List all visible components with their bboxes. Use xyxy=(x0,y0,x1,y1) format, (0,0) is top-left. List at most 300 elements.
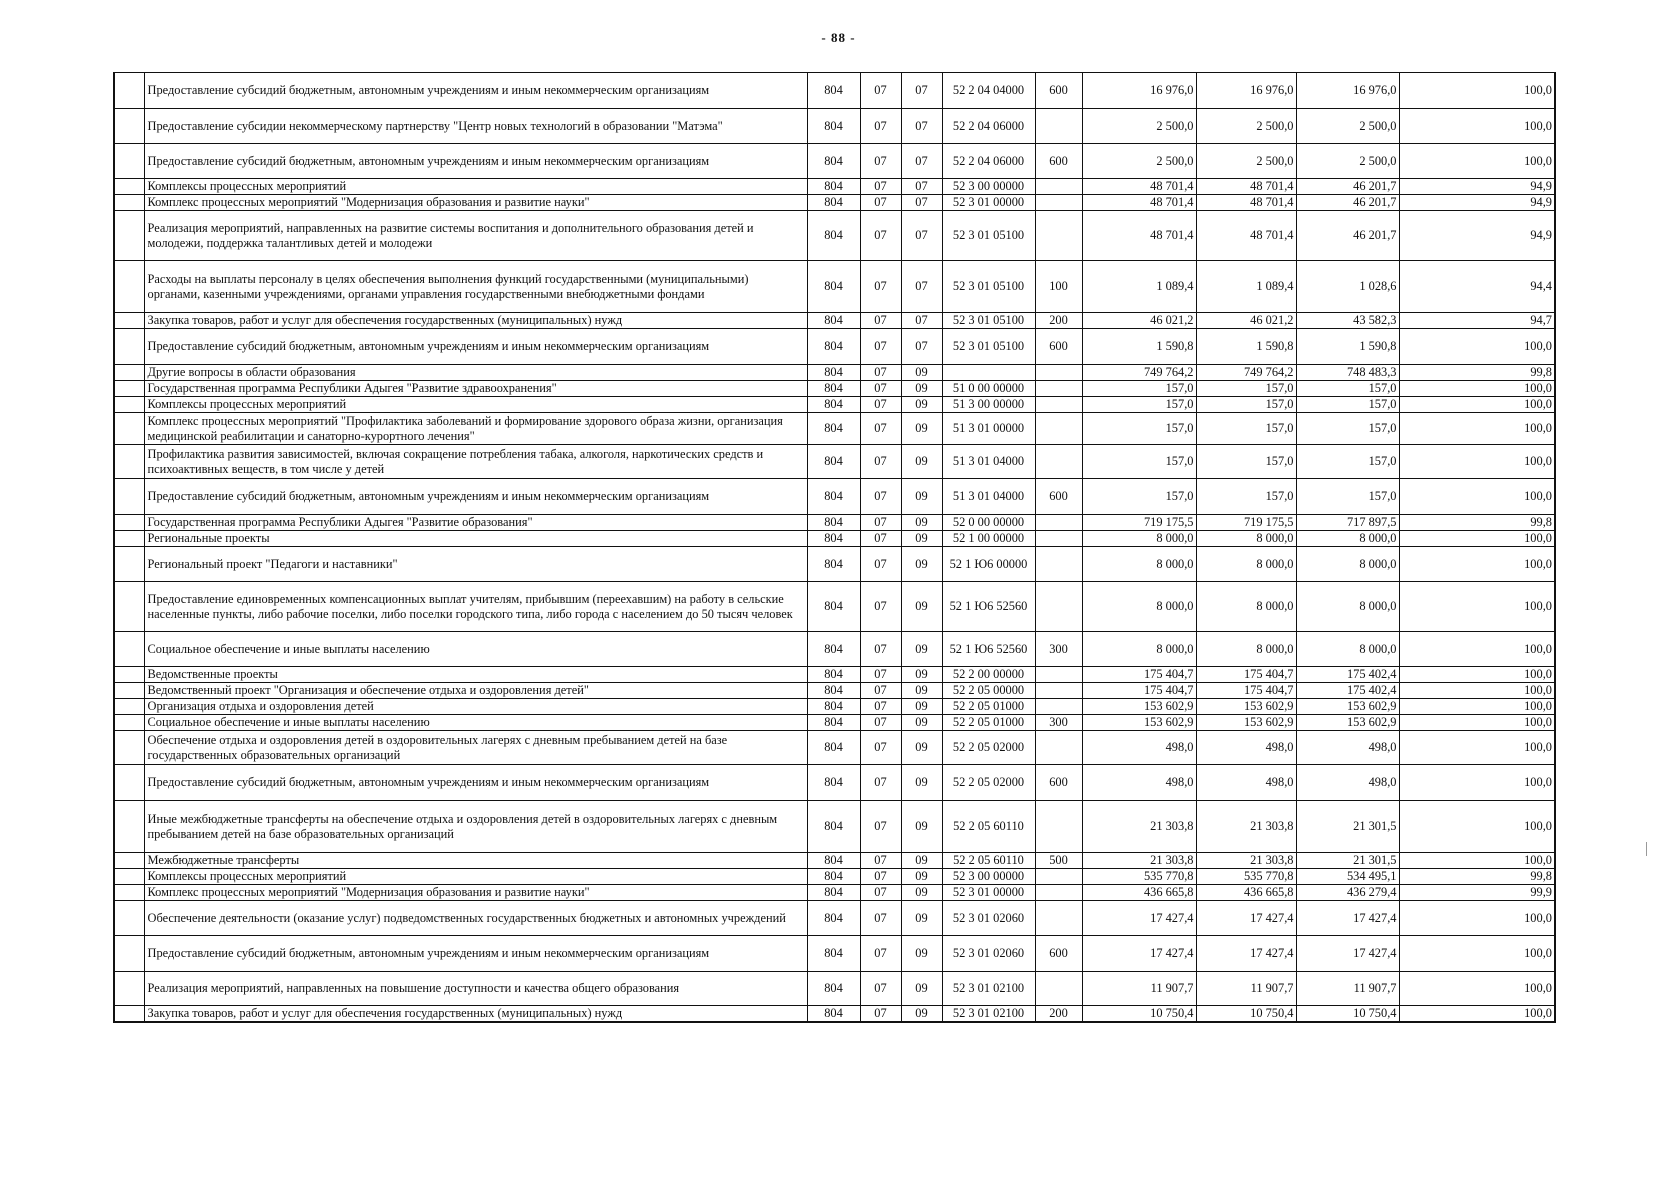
executed-amount: 8 000,0 xyxy=(1296,582,1399,632)
target-article-code: 51 3 01 00000 xyxy=(942,413,1035,445)
executed-amount: 11 907,7 xyxy=(1296,972,1399,1006)
executed-amount: 43 582,3 xyxy=(1296,313,1399,329)
section-code: 07 xyxy=(860,632,901,667)
row-name: Расходы на выплаты персоналу в целях обеспечения выполнения функций государственными (муниципальными) органами, казенными учреждениями, органами управления государственными внебюджетными фондами xyxy=(144,261,807,313)
approved-amount: 749 764,2 xyxy=(1082,365,1196,381)
row-margin-cell xyxy=(114,413,144,445)
row-name: Государственная программа Республики Адыгея "Развитие образования" xyxy=(144,515,807,531)
section-code: 07 xyxy=(860,936,901,972)
subsection-code: 09 xyxy=(901,1006,942,1023)
ved-code: 804 xyxy=(807,547,860,582)
expense-type-code xyxy=(1035,667,1082,683)
subsection-code: 09 xyxy=(901,869,942,885)
execution-percent: 94,9 xyxy=(1399,179,1555,195)
target-article-code: 52 2 05 01000 xyxy=(942,699,1035,715)
ved-code: 804 xyxy=(807,731,860,765)
section-code: 07 xyxy=(860,699,901,715)
budget-amount: 21 303,8 xyxy=(1196,801,1296,853)
approved-amount: 719 175,5 xyxy=(1082,515,1196,531)
budget-amount: 535 770,8 xyxy=(1196,869,1296,885)
execution-percent: 94,4 xyxy=(1399,261,1555,313)
ved-code: 804 xyxy=(807,885,860,901)
subsection-code: 09 xyxy=(901,515,942,531)
target-article-code: 52 2 05 02000 xyxy=(942,731,1035,765)
executed-amount: 10 750,4 xyxy=(1296,1006,1399,1023)
expense-type-code xyxy=(1035,413,1082,445)
executed-amount: 157,0 xyxy=(1296,413,1399,445)
ved-code: 804 xyxy=(807,632,860,667)
ved-code: 804 xyxy=(807,109,860,144)
row-name: Межбюджетные трансферты xyxy=(144,853,807,869)
row-margin-cell xyxy=(114,869,144,885)
row-margin-cell xyxy=(114,397,144,413)
section-code: 07 xyxy=(860,885,901,901)
expense-type-code xyxy=(1035,582,1082,632)
ved-code: 804 xyxy=(807,936,860,972)
execution-percent: 100,0 xyxy=(1399,1006,1555,1023)
budget-amount: 21 303,8 xyxy=(1196,853,1296,869)
section-code: 07 xyxy=(860,73,901,109)
expense-type-code xyxy=(1035,869,1082,885)
target-article-code: 52 2 04 06000 xyxy=(942,144,1035,179)
executed-amount: 157,0 xyxy=(1296,381,1399,397)
budget-amount: 157,0 xyxy=(1196,413,1296,445)
row-name: Профилактика развития зависимостей, включая сокращение потребления табака, алкоголя, наркотических средств и психоактивных веществ, в том числе у детей xyxy=(144,445,807,479)
table-row xyxy=(114,582,1555,632)
budget-amount: 8 000,0 xyxy=(1196,531,1296,547)
row-margin-cell xyxy=(114,329,144,365)
table-row xyxy=(114,765,1555,801)
ved-code: 804 xyxy=(807,531,860,547)
expense-type-code: 600 xyxy=(1035,765,1082,801)
table-row xyxy=(114,715,1555,731)
table-row xyxy=(114,972,1555,1006)
ved-code: 804 xyxy=(807,329,860,365)
table-row xyxy=(114,109,1555,144)
subsection-code: 09 xyxy=(901,632,942,667)
execution-percent: 100,0 xyxy=(1399,73,1555,109)
row-name: Региональные проекты xyxy=(144,531,807,547)
row-name: Комплекс процессных мероприятий "Профилактика заболеваний и формирование здорового образа жизни, организация медицинской реабилитации и санаторно-курортного лечения" xyxy=(144,413,807,445)
expense-type-code xyxy=(1035,179,1082,195)
executed-amount: 2 500,0 xyxy=(1296,109,1399,144)
section-code: 07 xyxy=(860,547,901,582)
table-row xyxy=(114,1006,1555,1023)
executed-amount: 8 000,0 xyxy=(1296,547,1399,582)
expense-type-code xyxy=(1035,885,1082,901)
executed-amount: 157,0 xyxy=(1296,479,1399,515)
execution-percent: 100,0 xyxy=(1399,765,1555,801)
ved-code: 804 xyxy=(807,144,860,179)
execution-percent: 100,0 xyxy=(1399,144,1555,179)
budget-amount: 175 404,7 xyxy=(1196,667,1296,683)
execution-percent: 99,8 xyxy=(1399,869,1555,885)
row-margin-cell xyxy=(114,765,144,801)
table-row xyxy=(114,801,1555,853)
approved-amount: 175 404,7 xyxy=(1082,683,1196,699)
execution-percent: 100,0 xyxy=(1399,972,1555,1006)
executed-amount: 8 000,0 xyxy=(1296,632,1399,667)
section-code: 07 xyxy=(860,211,901,261)
subsection-code: 09 xyxy=(901,853,942,869)
section-code: 07 xyxy=(860,972,901,1006)
executed-amount: 17 427,4 xyxy=(1296,901,1399,936)
approved-amount: 498,0 xyxy=(1082,731,1196,765)
execution-percent: 100,0 xyxy=(1399,329,1555,365)
subsection-code: 09 xyxy=(901,365,942,381)
approved-amount: 157,0 xyxy=(1082,445,1196,479)
table-row xyxy=(114,211,1555,261)
row-margin-cell xyxy=(114,547,144,582)
table-row xyxy=(114,936,1555,972)
budget-amount: 498,0 xyxy=(1196,731,1296,765)
table-row xyxy=(114,885,1555,901)
approved-amount: 8 000,0 xyxy=(1082,632,1196,667)
section-code: 07 xyxy=(860,381,901,397)
table-row xyxy=(114,869,1555,885)
row-margin-cell xyxy=(114,365,144,381)
subsection-code: 07 xyxy=(901,195,942,211)
row-name: Региональный проект "Педагоги и наставники" xyxy=(144,547,807,582)
approved-amount: 10 750,4 xyxy=(1082,1006,1196,1023)
approved-amount: 16 976,0 xyxy=(1082,73,1196,109)
section-code: 07 xyxy=(860,1006,901,1023)
expense-type-code xyxy=(1035,381,1082,397)
target-article-code: 52 3 00 00000 xyxy=(942,179,1035,195)
subsection-code: 09 xyxy=(901,381,942,397)
row-name: Предоставление субсидий бюджетным, автономным учреждениям и иным некоммерческим организациям xyxy=(144,329,807,365)
section-code: 07 xyxy=(860,667,901,683)
row-margin-cell xyxy=(114,479,144,515)
row-name: Ведомственные проекты xyxy=(144,667,807,683)
row-name: Предоставление субсидий бюджетным, автономным учреждениям и иным некоммерческим организациям xyxy=(144,479,807,515)
execution-percent: 100,0 xyxy=(1399,547,1555,582)
execution-percent: 100,0 xyxy=(1399,381,1555,397)
ved-code: 804 xyxy=(807,413,860,445)
row-margin-cell xyxy=(114,715,144,731)
row-margin-cell xyxy=(114,445,144,479)
expense-type-code xyxy=(1035,515,1082,531)
executed-amount: 748 483,3 xyxy=(1296,365,1399,381)
row-margin-cell xyxy=(114,683,144,699)
target-article-code: 52 1 Ю6 52560 xyxy=(942,632,1035,667)
subsection-code: 07 xyxy=(901,179,942,195)
section-code: 07 xyxy=(860,144,901,179)
executed-amount: 46 201,7 xyxy=(1296,179,1399,195)
subsection-code: 09 xyxy=(901,715,942,731)
approved-amount: 21 303,8 xyxy=(1082,801,1196,853)
row-name: Комплексы процессных мероприятий xyxy=(144,179,807,195)
section-code: 07 xyxy=(860,901,901,936)
execution-percent: 100,0 xyxy=(1399,715,1555,731)
ved-code: 804 xyxy=(807,479,860,515)
section-code: 07 xyxy=(860,397,901,413)
execution-percent: 100,0 xyxy=(1399,531,1555,547)
budget-amount: 11 907,7 xyxy=(1196,972,1296,1006)
ved-code: 804 xyxy=(807,765,860,801)
row-name: Социальное обеспечение и иные выплаты населению xyxy=(144,715,807,731)
ved-code: 804 xyxy=(807,715,860,731)
budget-amount: 153 602,9 xyxy=(1196,715,1296,731)
executed-amount: 153 602,9 xyxy=(1296,699,1399,715)
executed-amount: 175 402,4 xyxy=(1296,683,1399,699)
target-article-code: 52 2 05 01000 xyxy=(942,715,1035,731)
executed-amount: 157,0 xyxy=(1296,445,1399,479)
execution-percent: 100,0 xyxy=(1399,683,1555,699)
target-article-code: 52 1 Ю6 52560 xyxy=(942,582,1035,632)
execution-percent: 100,0 xyxy=(1399,901,1555,936)
execution-percent: 100,0 xyxy=(1399,853,1555,869)
row-margin-cell xyxy=(114,73,144,109)
expense-type-code: 600 xyxy=(1035,329,1082,365)
row-margin-cell xyxy=(114,531,144,547)
row-name: Ведомственный проект "Организация и обеспечение отдыха и оздоровления детей" xyxy=(144,683,807,699)
row-name: Предоставление субсидии некоммерческому партнерству "Центр новых технологий в образовании "Матэма" xyxy=(144,109,807,144)
subsection-code: 07 xyxy=(901,329,942,365)
ved-code: 804 xyxy=(807,445,860,479)
row-margin-cell xyxy=(114,582,144,632)
budget-amount: 2 500,0 xyxy=(1196,144,1296,179)
approved-amount: 17 427,4 xyxy=(1082,901,1196,936)
section-code: 07 xyxy=(860,109,901,144)
target-article-code: 52 3 01 05100 xyxy=(942,329,1035,365)
table-row xyxy=(114,144,1555,179)
execution-percent: 100,0 xyxy=(1399,109,1555,144)
subsection-code: 09 xyxy=(901,901,942,936)
subsection-code: 09 xyxy=(901,972,942,1006)
row-margin-cell xyxy=(114,179,144,195)
section-code: 07 xyxy=(860,329,901,365)
subsection-code: 07 xyxy=(901,144,942,179)
section-code: 07 xyxy=(860,683,901,699)
table-row xyxy=(114,445,1555,479)
expense-type-code: 300 xyxy=(1035,632,1082,667)
subsection-code: 09 xyxy=(901,445,942,479)
section-code: 07 xyxy=(860,765,901,801)
target-article-code: 52 3 01 00000 xyxy=(942,195,1035,211)
execution-percent: 99,9 xyxy=(1399,885,1555,901)
row-name: Предоставление субсидий бюджетным, автономным учреждениям и иным некоммерческим организациям xyxy=(144,936,807,972)
execution-percent: 100,0 xyxy=(1399,731,1555,765)
approved-amount: 17 427,4 xyxy=(1082,936,1196,972)
target-article-code: 52 3 01 02060 xyxy=(942,901,1035,936)
section-code: 07 xyxy=(860,582,901,632)
executed-amount: 8 000,0 xyxy=(1296,531,1399,547)
row-margin-cell xyxy=(114,211,144,261)
approved-amount: 21 303,8 xyxy=(1082,853,1196,869)
approved-amount: 153 602,9 xyxy=(1082,715,1196,731)
section-code: 07 xyxy=(860,313,901,329)
execution-percent: 100,0 xyxy=(1399,632,1555,667)
execution-percent: 100,0 xyxy=(1399,667,1555,683)
approved-amount: 153 602,9 xyxy=(1082,699,1196,715)
ved-code: 804 xyxy=(807,261,860,313)
executed-amount: 498,0 xyxy=(1296,765,1399,801)
executed-amount: 21 301,5 xyxy=(1296,801,1399,853)
section-code: 07 xyxy=(860,715,901,731)
budget-amount: 48 701,4 xyxy=(1196,179,1296,195)
budget-amount: 10 750,4 xyxy=(1196,1006,1296,1023)
budget-amount: 719 175,5 xyxy=(1196,515,1296,531)
subsection-code: 09 xyxy=(901,547,942,582)
target-article-code: 52 3 01 02100 xyxy=(942,972,1035,1006)
executed-amount: 1 590,8 xyxy=(1296,329,1399,365)
budget-amount: 157,0 xyxy=(1196,445,1296,479)
target-article-code: 52 3 01 00000 xyxy=(942,885,1035,901)
row-margin-cell xyxy=(114,1006,144,1023)
executed-amount: 534 495,1 xyxy=(1296,869,1399,885)
table-row xyxy=(114,413,1555,445)
row-name: Предоставление субсидий бюджетным, автономным учреждениям и иным некоммерческим организациям xyxy=(144,73,807,109)
section-code: 07 xyxy=(860,531,901,547)
approved-amount: 8 000,0 xyxy=(1082,531,1196,547)
ved-code: 804 xyxy=(807,869,860,885)
approved-amount: 48 701,4 xyxy=(1082,195,1196,211)
expense-type-code xyxy=(1035,365,1082,381)
target-article-code: 51 3 01 04000 xyxy=(942,445,1035,479)
target-article-code: 52 0 00 00000 xyxy=(942,515,1035,531)
section-code: 07 xyxy=(860,801,901,853)
ved-code: 804 xyxy=(807,683,860,699)
row-name: Обеспечение отдыха и оздоровления детей в оздоровительных лагерях с дневным пребыванием детей на базе государственных образовательных организаций xyxy=(144,731,807,765)
table-row xyxy=(114,261,1555,313)
expense-type-code xyxy=(1035,531,1082,547)
budget-amount: 46 021,2 xyxy=(1196,313,1296,329)
expense-type-code xyxy=(1035,901,1082,936)
budget-amount: 8 000,0 xyxy=(1196,632,1296,667)
subsection-code: 07 xyxy=(901,211,942,261)
subsection-code: 09 xyxy=(901,397,942,413)
ved-code: 804 xyxy=(807,365,860,381)
executed-amount: 16 976,0 xyxy=(1296,73,1399,109)
target-article-code: 52 3 00 00000 xyxy=(942,869,1035,885)
expense-type-code xyxy=(1035,547,1082,582)
expense-type-code xyxy=(1035,683,1082,699)
row-name: Комплексы процессных мероприятий xyxy=(144,869,807,885)
approved-amount: 157,0 xyxy=(1082,479,1196,515)
approved-amount: 1 590,8 xyxy=(1082,329,1196,365)
approved-amount: 436 665,8 xyxy=(1082,885,1196,901)
row-margin-cell xyxy=(114,144,144,179)
budget-amount: 157,0 xyxy=(1196,479,1296,515)
budget-amount: 1 089,4 xyxy=(1196,261,1296,313)
execution-percent: 94,9 xyxy=(1399,195,1555,211)
page-number: - 88 - xyxy=(821,30,856,45)
approved-amount: 157,0 xyxy=(1082,397,1196,413)
executed-amount: 498,0 xyxy=(1296,731,1399,765)
row-margin-cell xyxy=(114,109,144,144)
approved-amount: 46 021,2 xyxy=(1082,313,1196,329)
expense-type-code: 600 xyxy=(1035,936,1082,972)
row-margin-cell xyxy=(114,632,144,667)
subsection-code: 09 xyxy=(901,731,942,765)
target-article-code: 52 3 01 05100 xyxy=(942,313,1035,329)
row-margin-cell xyxy=(114,381,144,397)
expense-type-code xyxy=(1035,397,1082,413)
table-row xyxy=(114,731,1555,765)
subsection-code: 09 xyxy=(901,479,942,515)
approved-amount: 1 089,4 xyxy=(1082,261,1196,313)
table-row xyxy=(114,329,1555,365)
executed-amount: 1 028,6 xyxy=(1296,261,1399,313)
row-margin-cell xyxy=(114,853,144,869)
table-row xyxy=(114,515,1555,531)
execution-percent: 100,0 xyxy=(1399,582,1555,632)
table-row xyxy=(114,699,1555,715)
row-name: Другие вопросы в области образования xyxy=(144,365,807,381)
target-article-code: 52 2 04 04000 xyxy=(942,73,1035,109)
expense-type-code: 300 xyxy=(1035,715,1082,731)
section-code: 07 xyxy=(860,413,901,445)
budget-amount: 48 701,4 xyxy=(1196,195,1296,211)
subsection-code: 09 xyxy=(901,699,942,715)
execution-percent: 100,0 xyxy=(1399,445,1555,479)
execution-percent: 99,8 xyxy=(1399,365,1555,381)
row-name: Комплекс процессных мероприятий "Модернизация образования и развитие науки" xyxy=(144,195,807,211)
target-article-code: 52 2 05 60110 xyxy=(942,801,1035,853)
executed-amount: 717 897,5 xyxy=(1296,515,1399,531)
row-name: Организация отдыха и оздоровления детей xyxy=(144,699,807,715)
ved-code: 804 xyxy=(807,381,860,397)
section-code: 07 xyxy=(860,365,901,381)
budget-amount: 157,0 xyxy=(1196,397,1296,413)
execution-percent: 100,0 xyxy=(1399,413,1555,445)
budget-amount: 436 665,8 xyxy=(1196,885,1296,901)
row-name: Иные межбюджетные трансферты на обеспечение отдыха и оздоровления детей в оздоровительных лагерях с дневным пребыванием детей на базе образовательных организаций xyxy=(144,801,807,853)
subsection-code: 09 xyxy=(901,885,942,901)
row-name: Предоставление субсидий бюджетным, автономным учреждениям и иным некоммерческим организациям xyxy=(144,144,807,179)
ved-code: 804 xyxy=(807,582,860,632)
execution-percent: 94,9 xyxy=(1399,211,1555,261)
table-row xyxy=(114,313,1555,329)
subsection-code: 09 xyxy=(901,582,942,632)
table-row xyxy=(114,901,1555,936)
ved-code: 804 xyxy=(807,901,860,936)
executed-amount: 157,0 xyxy=(1296,397,1399,413)
table-row xyxy=(114,397,1555,413)
target-article-code: 51 3 01 04000 xyxy=(942,479,1035,515)
row-name: Закупка товаров, работ и услуг для обеспечения государственных (муниципальных) нужд xyxy=(144,1006,807,1023)
subsection-code: 07 xyxy=(901,261,942,313)
executed-amount: 46 201,7 xyxy=(1296,195,1399,211)
execution-percent: 94,7 xyxy=(1399,313,1555,329)
row-margin-cell xyxy=(114,261,144,313)
target-article-code: 52 3 01 02100 xyxy=(942,1006,1035,1023)
executed-amount: 175 402,4 xyxy=(1296,667,1399,683)
budget-amount: 8 000,0 xyxy=(1196,547,1296,582)
approved-amount: 8 000,0 xyxy=(1082,582,1196,632)
subsection-code: 09 xyxy=(901,683,942,699)
approved-amount: 157,0 xyxy=(1082,413,1196,445)
section-code: 07 xyxy=(860,515,901,531)
row-margin-cell xyxy=(114,667,144,683)
section-code: 07 xyxy=(860,853,901,869)
budget-table xyxy=(113,72,1556,1023)
row-margin-cell xyxy=(114,515,144,531)
row-name: Закупка товаров, работ и услуг для обеспечения государственных (муниципальных) нужд xyxy=(144,313,807,329)
budget-amount: 1 590,8 xyxy=(1196,329,1296,365)
expense-type-code: 600 xyxy=(1035,73,1082,109)
budget-table-body xyxy=(114,73,1555,1023)
table-row xyxy=(114,667,1555,683)
expense-type-code xyxy=(1035,801,1082,853)
executed-amount: 17 427,4 xyxy=(1296,936,1399,972)
row-name: Предоставление субсидий бюджетным, автономным учреждениям и иным некоммерческим организациям xyxy=(144,765,807,801)
row-name: Комплекс процессных мероприятий "Модернизация образования и развитие науки" xyxy=(144,885,807,901)
table-row xyxy=(114,179,1555,195)
execution-percent: 100,0 xyxy=(1399,936,1555,972)
budget-amount: 8 000,0 xyxy=(1196,582,1296,632)
